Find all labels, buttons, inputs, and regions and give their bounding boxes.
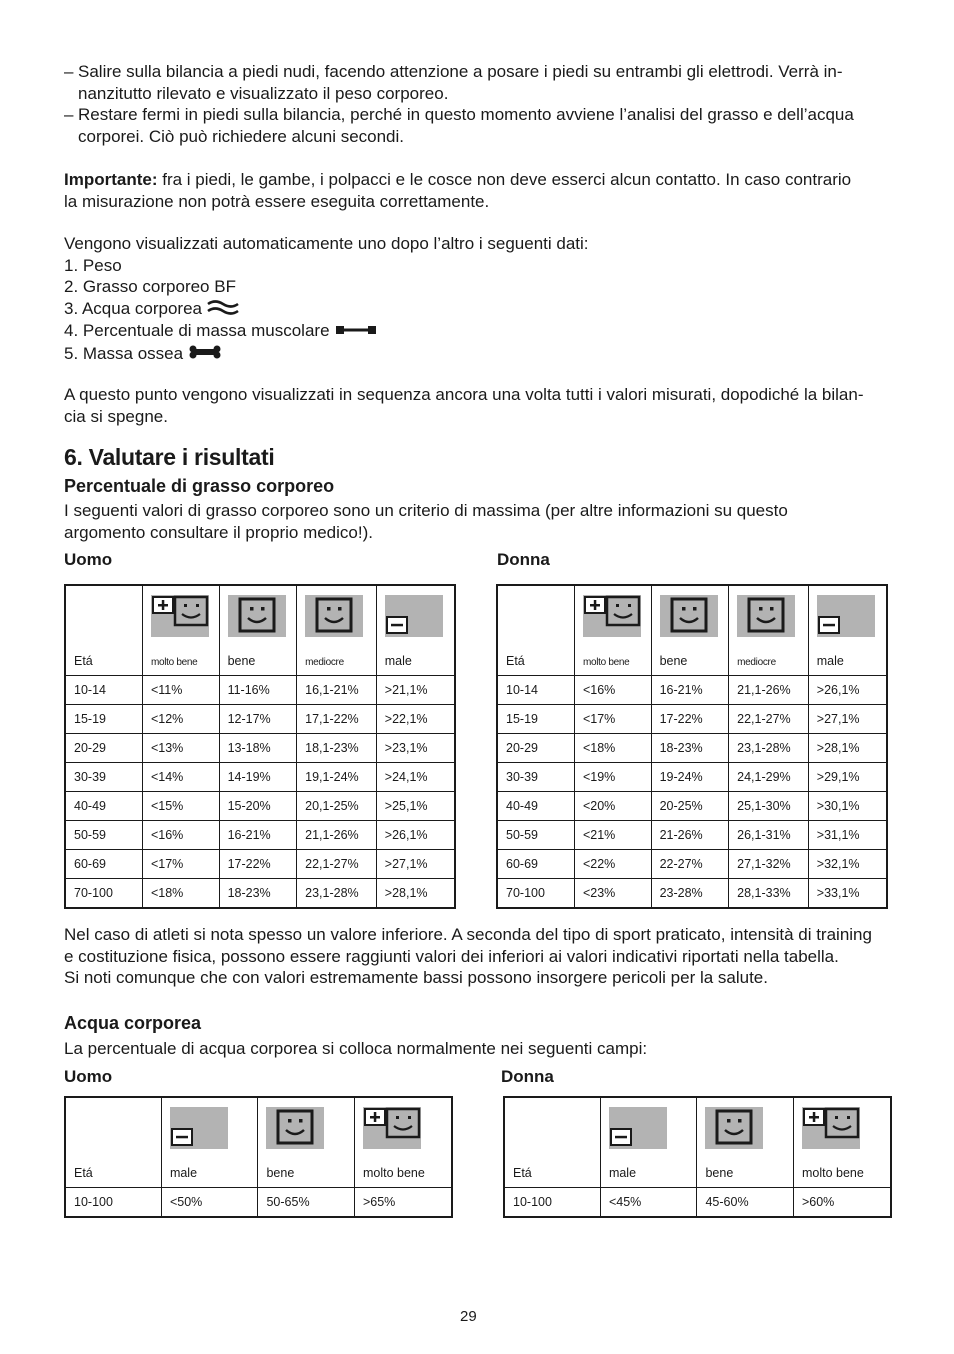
table-cell: 60-69 xyxy=(497,850,574,879)
table-row xyxy=(65,821,455,850)
minus-icon xyxy=(817,595,875,637)
table-cell: 17-22% xyxy=(651,705,729,734)
section-title: 6. Valutare i risultati xyxy=(64,444,275,470)
bone-icon xyxy=(188,343,222,365)
table-cell: 21,1-26% xyxy=(729,676,809,705)
table-cell: <23% xyxy=(574,879,651,909)
table-row xyxy=(65,705,455,734)
table-cell: 17,1-22% xyxy=(297,705,377,734)
plus-smiley-icon xyxy=(583,595,641,637)
table-cell: <15% xyxy=(142,792,219,821)
table-cell: <18% xyxy=(142,879,219,909)
table-cell: >24,1% xyxy=(376,763,455,792)
table-row xyxy=(497,821,887,850)
table-row xyxy=(497,792,887,821)
table-cell: 40-49 xyxy=(65,792,142,821)
table-cell: 14-19% xyxy=(219,763,297,792)
fat-heading: Percentuale di grasso corporeo xyxy=(64,476,335,496)
water-table-men xyxy=(64,1096,453,1218)
table-cell: <16% xyxy=(142,821,219,850)
minus-icon xyxy=(385,595,443,637)
table-cell: <22% xyxy=(574,850,651,879)
header-very-good: molto bene xyxy=(793,1097,891,1188)
table-row xyxy=(65,763,455,792)
table-cell: 17-22% xyxy=(219,850,297,879)
table-cell: >27,1% xyxy=(808,705,887,734)
table-row xyxy=(65,792,455,821)
table-cell: >29,1% xyxy=(808,763,887,792)
header-age: Etá xyxy=(65,1097,161,1188)
table-cell: 23,1-28% xyxy=(297,879,377,909)
plus-smiley-icon xyxy=(802,1107,860,1149)
table-cell: 11-16% xyxy=(219,676,297,705)
table-cell: <14% xyxy=(142,763,219,792)
table-cell: >32,1% xyxy=(808,850,887,879)
table-cell: 26,1-31% xyxy=(729,821,809,850)
header-good: bene xyxy=(219,585,297,676)
table-row xyxy=(497,676,887,705)
table-cell: 12-17% xyxy=(219,705,297,734)
table-row xyxy=(497,705,887,734)
women-label: Donna xyxy=(501,1067,554,1086)
table-cell: 20-29 xyxy=(65,734,142,763)
header-age: Etá xyxy=(65,585,142,676)
header-very-good: molto bene xyxy=(142,585,219,676)
plus-smiley-icon xyxy=(151,595,209,637)
table-cell: 20-25% xyxy=(651,792,729,821)
table-cell: >28,1% xyxy=(376,879,455,909)
fat-intro: I seguenti valori di grasso corporeo sono un criterio di massima (per altre informazioni su questo argomento consultare il proprio medico!). xyxy=(64,501,788,542)
table-cell: 15-19 xyxy=(65,705,142,734)
fat-table-women xyxy=(496,584,888,909)
table-cell: 40-49 xyxy=(497,792,574,821)
table-row xyxy=(497,734,887,763)
table-cell: 10-14 xyxy=(497,676,574,705)
table-cell: 24,1-29% xyxy=(729,763,809,792)
table-cell: 15-20% xyxy=(219,792,297,821)
table-cell: >28,1% xyxy=(808,734,887,763)
instruction-item: – Salire sulla bilancia a piedi nudi, facendo attenzione a posare i piedi su entrambi gli elettrodi. Verrà in- nanzitutto rilevato e visualizzato il peso corporeo. xyxy=(64,62,843,103)
table-cell: 16-21% xyxy=(219,821,297,850)
header-mediocre: mediocre xyxy=(297,585,377,676)
smiley-icon xyxy=(737,595,795,637)
table-cell: 15-19 xyxy=(497,705,574,734)
smiley-icon xyxy=(305,595,363,637)
smiley-icon xyxy=(266,1107,324,1149)
table-header-row xyxy=(504,1097,891,1188)
table-cell: 21,1-26% xyxy=(297,821,377,850)
table-cell: 10-14 xyxy=(65,676,142,705)
table-cell: 21-26% xyxy=(651,821,729,850)
list-item: 1. Peso xyxy=(64,255,122,275)
table-cell: >22,1% xyxy=(376,705,455,734)
men-label: Uomo xyxy=(64,550,113,569)
athletes-note: Nel caso di atleti si nota spesso un valore inferiore. A seconda del tipo di sport praticato, intensità di training e costituzione fisica, possono essere raggiunti valori dei inferiori ai valori indicativi riportati nella tabella. Si noti comunque che con valori estremamente bassi possono insorgere pericoli per la salute. xyxy=(64,925,872,988)
minus-icon xyxy=(609,1107,667,1149)
table-cell: 25,1-30% xyxy=(729,792,809,821)
water-table-women xyxy=(503,1096,892,1218)
header-mediocre: mediocre xyxy=(729,585,809,676)
list-item: 3. Acqua corporea xyxy=(64,298,894,320)
table-cell: 18-23% xyxy=(219,879,297,909)
table-cell: <18% xyxy=(574,734,651,763)
table-cell: <12% xyxy=(142,705,219,734)
header-good: bene xyxy=(651,585,729,676)
table-header-row xyxy=(65,1097,452,1188)
header-good: bene xyxy=(697,1097,793,1188)
table-header-row xyxy=(497,585,887,676)
table-row xyxy=(497,763,887,792)
smiley-icon xyxy=(228,595,286,637)
table-cell: <13% xyxy=(142,734,219,763)
water-icon xyxy=(207,299,239,321)
fat-table-men xyxy=(64,584,456,909)
table-cell: 60-69 xyxy=(65,850,142,879)
minus-icon xyxy=(170,1107,228,1149)
women-label: Donna xyxy=(497,550,550,569)
table-cell: 19,1-24% xyxy=(297,763,377,792)
men-label: Uomo xyxy=(64,1067,113,1086)
muscle-icon xyxy=(335,321,379,343)
table-cell: 50-59 xyxy=(65,821,142,850)
table-cell: >26,1% xyxy=(808,676,887,705)
table-cell: <11% xyxy=(142,676,219,705)
table-cell: >27,1% xyxy=(376,850,455,879)
smiley-icon xyxy=(660,595,718,637)
table-row: 10-100 <45% 45-60% >60% xyxy=(504,1188,891,1218)
table-cell: >25,1% xyxy=(376,792,455,821)
table-cell: 30-39 xyxy=(497,763,574,792)
table-cell: >30,1% xyxy=(808,792,887,821)
table-row xyxy=(497,879,887,909)
header-age: Etá xyxy=(497,585,574,676)
header-age: Etá xyxy=(504,1097,600,1188)
table-cell: 16,1-21% xyxy=(297,676,377,705)
table-row xyxy=(65,734,455,763)
list-item: 5. Massa ossea xyxy=(64,343,894,365)
table-cell: 13-18% xyxy=(219,734,297,763)
header-very-good: molto bene xyxy=(574,585,651,676)
table-cell: 70-100 xyxy=(497,879,574,909)
smiley-icon xyxy=(705,1107,763,1149)
table-cell: 18-23% xyxy=(651,734,729,763)
page-number: 29 xyxy=(460,1308,477,1325)
table-cell: 18,1-23% xyxy=(297,734,377,763)
table-cell: 23,1-28% xyxy=(729,734,809,763)
table-cell: 27,1-32% xyxy=(729,850,809,879)
table-row xyxy=(497,850,887,879)
table-cell: 20-29 xyxy=(497,734,574,763)
table-cell: 50-59 xyxy=(497,821,574,850)
header-very-good: molto bene xyxy=(354,1097,452,1188)
header-bad: male xyxy=(808,585,887,676)
header-bad: male xyxy=(376,585,455,676)
sequence-list: Vengono visualizzati automaticamente uno dopo l’altro i seguenti dati: 1. Peso 2. Grasso corporeo BF 3. Acqua corporea 4. Percentuale di massa muscolare 5. Massa ossea xyxy=(64,233,894,365)
table-cell: <19% xyxy=(574,763,651,792)
table-cell: 19-24% xyxy=(651,763,729,792)
table-row xyxy=(65,676,455,705)
table-cell: <21% xyxy=(574,821,651,850)
important-note: Importante: fra i piedi, le gambe, i polpacci e le cosce non deve esserci alcun contatto. In caso contrario la misurazione non potrà essere eseguita correttamente. xyxy=(64,170,852,211)
table-row xyxy=(65,850,455,879)
instruction-item: – Restare fermi in piedi sulla bilancia, perché in questo momento avviene l’analisi del grasso e dell’acqua corporei. Ciò può richiedere alcuni secondi. xyxy=(64,105,854,146)
table-row xyxy=(65,879,455,909)
header-good: bene xyxy=(258,1097,354,1188)
repeat-note: A questo punto vengono visualizzati in sequenza ancora una volta tutti i valori misurati, dopodiché la bilan- cia si spegne. xyxy=(64,385,864,426)
table-cell: <16% xyxy=(574,676,651,705)
table-cell: 22,1-27% xyxy=(729,705,809,734)
table-cell: >33,1% xyxy=(808,879,887,909)
table-cell: >21,1% xyxy=(376,676,455,705)
table-cell: 22,1-27% xyxy=(297,850,377,879)
water-intro: La percentuale di acqua corporea si colloca normalmente nei seguenti campi: xyxy=(64,1039,648,1058)
table-cell: 16-21% xyxy=(651,676,729,705)
table-row: 10-100 <50% 50-65% >65% xyxy=(65,1188,452,1218)
table-cell: 30-39 xyxy=(65,763,142,792)
table-header-row xyxy=(65,585,455,676)
table-cell: <17% xyxy=(142,850,219,879)
table-cell: 20,1-25% xyxy=(297,792,377,821)
table-cell: 70-100 xyxy=(65,879,142,909)
water-heading: Acqua corporea xyxy=(64,1013,202,1033)
header-bad: male xyxy=(600,1097,697,1188)
plus-smiley-icon xyxy=(363,1107,421,1149)
table-cell: <20% xyxy=(574,792,651,821)
header-bad: male xyxy=(161,1097,258,1188)
table-cell: <17% xyxy=(574,705,651,734)
table-cell: 28,1-33% xyxy=(729,879,809,909)
table-cell: 23-28% xyxy=(651,879,729,909)
list-item: 4. Percentuale di massa muscolare xyxy=(64,320,894,342)
table-cell: >31,1% xyxy=(808,821,887,850)
table-cell: 22-27% xyxy=(651,850,729,879)
table-cell: >26,1% xyxy=(376,821,455,850)
list-item: 2. Grasso corporeo BF xyxy=(64,277,236,297)
table-cell: >23,1% xyxy=(376,734,455,763)
